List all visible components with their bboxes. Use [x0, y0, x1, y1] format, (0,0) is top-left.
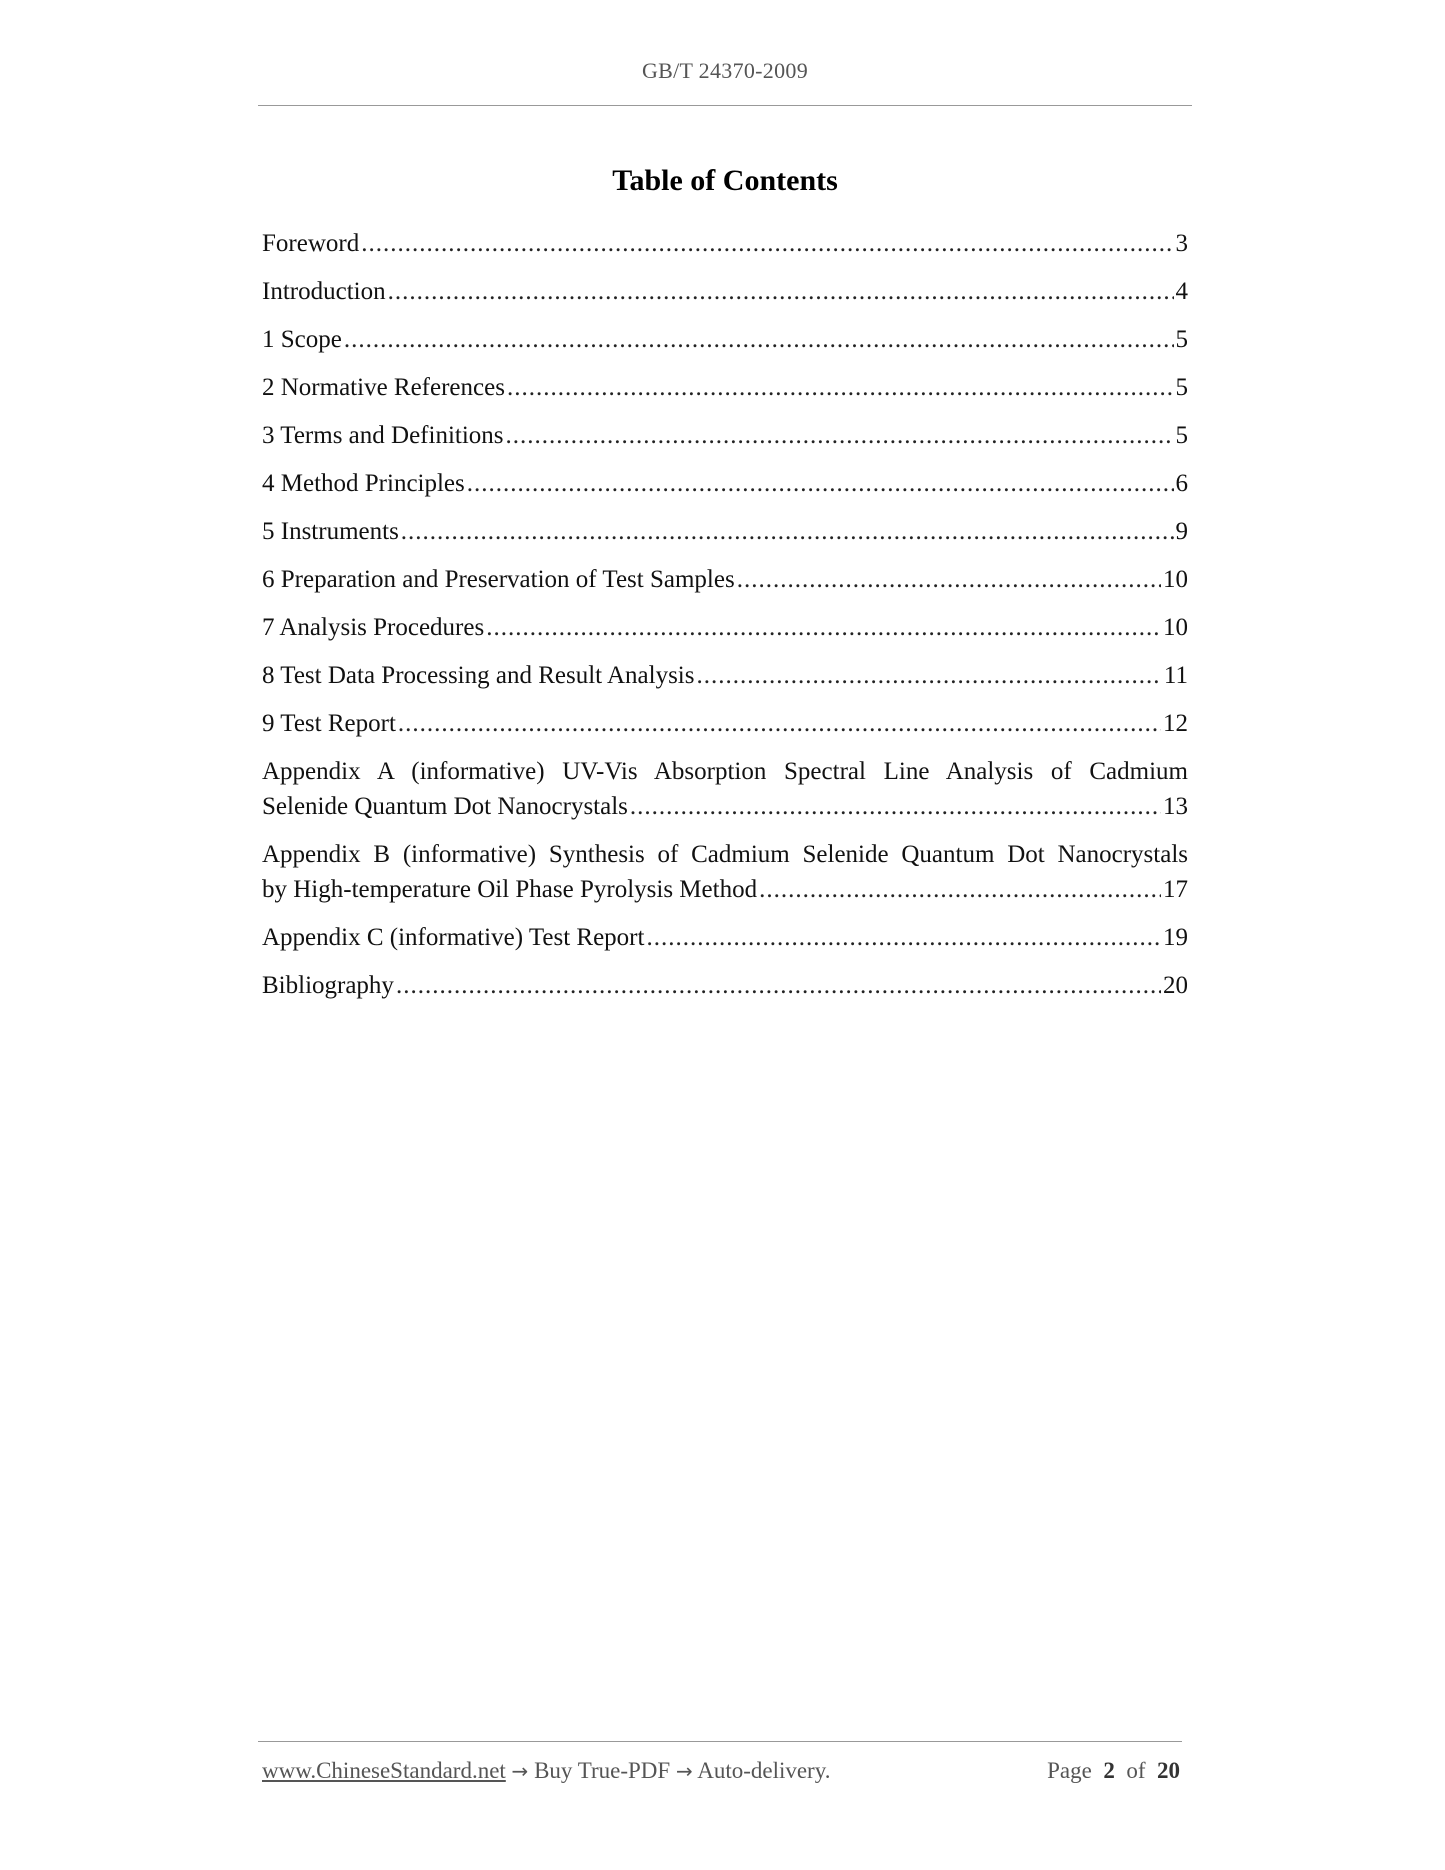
toc-leader-dots [506, 418, 1174, 453]
toc-leader-dots [398, 706, 1161, 741]
toc-entry-page: 17 [1163, 876, 1188, 903]
toc-leader-dots [507, 370, 1174, 405]
buy-pdf-text: Buy True-PDF [534, 1758, 671, 1783]
toc-leader-dots [646, 920, 1161, 955]
toc-entry-data-processing[interactable] [262, 658, 1188, 693]
toc-entry-page: 5 [1175, 326, 1188, 353]
toc-leader-dots [737, 562, 1161, 597]
toc-entry-method-principles[interactable] [262, 466, 1188, 501]
toc-entry-label: 8 Test Data Processing and Result Analysis [262, 662, 695, 689]
toc-entry-line2 [262, 872, 1188, 907]
toc-entry-label: 4 Method Principles [262, 470, 465, 497]
toc-entry-appendix-c[interactable] [262, 920, 1188, 955]
footer-divider [258, 1741, 1182, 1742]
toc-leader-dots [401, 514, 1174, 549]
toc-entry-page: 4 [1175, 278, 1188, 305]
toc-entry-label: Appendix C (informative) Test Report [262, 924, 645, 951]
toc-entry-page: 10 [1163, 566, 1188, 593]
toc-entry-analysis-procedures[interactable] [262, 610, 1188, 645]
toc-entry-label: Introduction [262, 278, 386, 305]
toc-entry-page: 11 [1163, 662, 1188, 689]
toc-entry-page: 13 [1163, 793, 1188, 820]
page-indicator [1047, 1758, 1180, 1784]
arrow-right-icon: → [675, 1759, 693, 1783]
running-header: GB/T 24370-2009 [641, 58, 809, 83]
toc-entry-label: 9 Test Report [262, 710, 396, 737]
toc-leader-dots [361, 226, 1173, 261]
toc-entry-label-line2: by High-temperature Oil Phase Pyrolysis Method [262, 876, 758, 903]
toc-entry-page: 3 [1175, 230, 1188, 257]
toc-entry-test-report[interactable] [262, 706, 1188, 741]
page-footer [262, 1758, 1180, 1784]
toc-entry-page: 5 [1175, 422, 1188, 449]
table-of-contents [262, 226, 1188, 1016]
toc-entry-label: Bibliography [262, 972, 394, 999]
toc-entry-page: 12 [1163, 710, 1188, 737]
toc-entry-page: 10 [1163, 614, 1188, 641]
toc-entry-scope[interactable] [262, 322, 1188, 357]
toc-entry-label: Foreword [262, 230, 360, 257]
toc-entry-page: 6 [1175, 470, 1188, 497]
toc-entry-label: 7 Analysis Procedures [262, 614, 485, 641]
toc-entry-foreword[interactable] [262, 226, 1188, 261]
toc-entry-label-line2: Selenide Quantum Dot Nanocrystals [262, 793, 628, 820]
toc-entry-appendix-a[interactable] [262, 754, 1188, 824]
toc-entry-bibliography[interactable] [262, 968, 1188, 1003]
toc-entry-label: 6 Preparation and Preservation of Test Samples [262, 566, 735, 593]
toc-title: Table of Contents [612, 164, 838, 197]
toc-entry-line2 [262, 789, 1188, 824]
toc-entry-page: 5 [1175, 374, 1188, 401]
toc-leader-dots [396, 968, 1161, 1003]
auto-delivery-text: Auto-delivery. [697, 1758, 831, 1783]
toc-entry-page: 19 [1163, 924, 1188, 951]
toc-entry-page: 20 [1163, 972, 1188, 999]
toc-entry-instruments[interactable] [262, 514, 1188, 549]
toc-leader-dots [344, 322, 1174, 357]
website-link[interactable]: www.ChineseStandard.net [262, 1758, 506, 1783]
toc-entry-label-line1: Appendix B (informative) Synthesis of Cadmium Selenide Quantum Dot Nanocrystals [262, 841, 1188, 868]
toc-leader-dots [467, 466, 1174, 501]
toc-entry-label-line1: Appendix A (informative) UV-Vis Absorption Spectral Line Analysis of Cadmium [262, 758, 1188, 785]
of-word: of [1126, 1758, 1146, 1783]
toc-entry-terms-definitions[interactable] [262, 418, 1188, 453]
toc-leader-dots [388, 274, 1174, 309]
toc-entry-appendix-b[interactable] [262, 837, 1188, 907]
toc-entry-sample-preparation[interactable] [262, 562, 1188, 597]
arrow-right-icon: → [511, 1759, 529, 1783]
toc-leader-dots [696, 658, 1161, 693]
total-pages-number: 20 [1157, 1758, 1180, 1783]
footer-left [262, 1758, 830, 1784]
toc-leader-dots [486, 610, 1161, 645]
current-page-number: 2 [1103, 1758, 1115, 1783]
toc-entry-introduction[interactable] [262, 274, 1188, 309]
toc-entry-normative-references[interactable] [262, 370, 1188, 405]
page-word: Page [1047, 1758, 1092, 1783]
toc-entry-label: 1 Scope [262, 326, 342, 353]
toc-entry-label: 2 Normative References [262, 374, 505, 401]
toc-entry-page: 9 [1175, 518, 1188, 545]
toc-entry-label: 5 Instruments [262, 518, 399, 545]
toc-entry-label: 3 Terms and Definitions [262, 422, 504, 449]
toc-leader-dots [630, 789, 1161, 824]
header-divider [258, 105, 1192, 106]
toc-leader-dots [759, 872, 1161, 907]
